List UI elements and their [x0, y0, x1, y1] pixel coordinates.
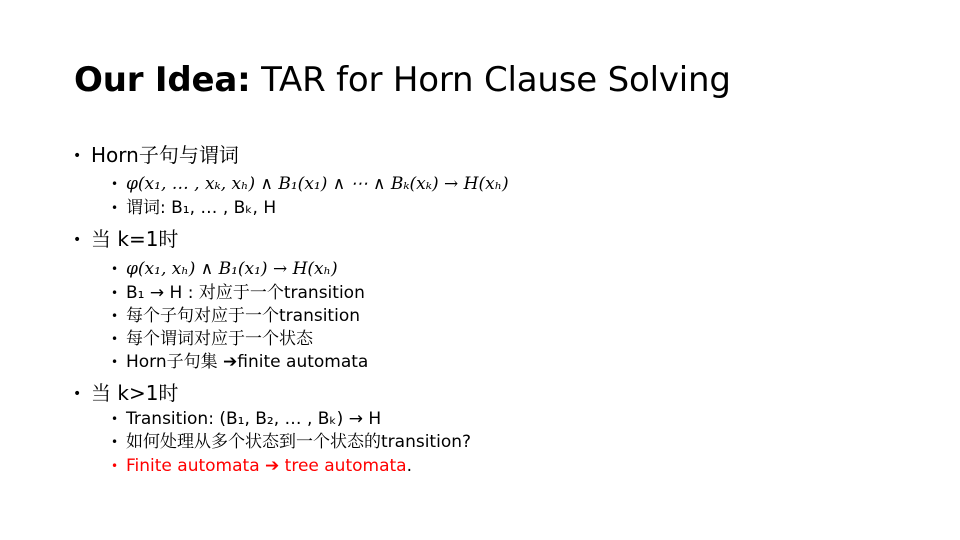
bullet-text: 当 k>1时 [91, 381, 179, 405]
bullet-multi-state-question [111, 431, 471, 454]
bullet-clause-formula [111, 173, 509, 196]
bullet-clause-transition [111, 305, 360, 328]
bullet-dot-icon: • [111, 435, 119, 449]
bullet-dot-icon: • [73, 386, 82, 402]
bullet-k-greater-1 [73, 380, 178, 407]
bullet-dot-icon: • [111, 286, 119, 300]
bullet-text: 如何处理从多个状态到一个状态的transition? [126, 432, 472, 452]
bullet-dot-icon: • [111, 355, 119, 369]
bullet-text-highlight: Finite automata ➔ tree automata [126, 456, 407, 476]
bullet-text: Horn子句与谓词 [91, 143, 239, 167]
bullet-tree-automata [111, 455, 412, 478]
bullet-dot-icon: • [73, 148, 82, 164]
title-bold-part: Our Idea: [74, 60, 251, 100]
bullet-text: Transition: (B₁, B₂, … , Bₖ) → H [126, 409, 382, 429]
bullet-text: 当 k=1时 [91, 227, 179, 251]
bullet-predicates [111, 197, 276, 220]
title-regular-part: TAR for Horn Clause Solving [250, 60, 731, 100]
bullet-predicate-state [111, 328, 313, 351]
bullet-dot-icon: • [111, 177, 119, 191]
bullet-text: φ(x₁, xₕ) ∧ B₁(x₁) → H(xₕ) [126, 259, 338, 279]
bullet-dot-icon: • [111, 262, 119, 276]
bullet-dot-icon: • [111, 201, 119, 215]
bullet-text: B₁ → H : 对应于一个transition [126, 283, 365, 303]
bullet-text: Horn子句集 ➔finite automata [126, 352, 369, 372]
bullet-trailing-period: . [406, 456, 412, 476]
bullet-text: 每个谓词对应于一个状态 [126, 329, 313, 349]
bullet-finite-automata [111, 351, 368, 374]
bullet-dot-icon: • [111, 459, 119, 473]
bullet-text: φ(x₁, … , xₖ, xₕ) ∧ B₁(x₁) ∧ ⋯ ∧ Bₖ(xₖ) → H(xₕ) [126, 174, 509, 194]
bullet-k1-formula [111, 258, 338, 281]
bullet-transition-tuple [111, 408, 381, 431]
bullet-dot-icon: • [73, 232, 82, 248]
bullet-text: 谓词: B₁, … , Bₖ, H [126, 198, 277, 218]
bullet-dot-icon: • [111, 332, 119, 346]
bullet-k-equals-1 [73, 226, 178, 253]
bullet-text: 每个子句对应于一个transition [126, 306, 360, 326]
bullet-dot-icon: • [111, 412, 119, 426]
bullet-b1-to-h [111, 282, 365, 305]
bullet-dot-icon: • [111, 309, 119, 323]
bullet-horn-clauses [73, 142, 239, 169]
